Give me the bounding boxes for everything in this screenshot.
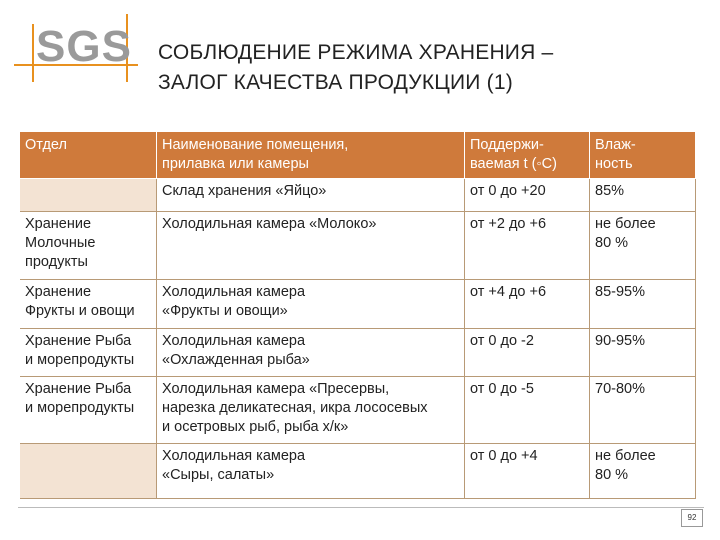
table-row — [20, 280, 695, 329]
title-line-2: ЗАЛОГ КАЧЕСТВА ПРОДУКЦИИ (1) — [158, 71, 513, 94]
table-row — [20, 377, 695, 444]
room-line: «Охлажденная рыба» — [162, 352, 310, 368]
cell-temperature: от 0 до +20 — [465, 179, 590, 212]
cell-department — [20, 444, 157, 499]
department-line: Молочные — [25, 235, 96, 251]
department-line: Фрукты и овощи — [25, 303, 135, 319]
cell-humidity — [590, 212, 696, 280]
room-line: Холодильная камера «Пресервы, — [162, 381, 390, 397]
cell-humidity — [590, 329, 696, 377]
logo-text: SGS — [36, 22, 132, 71]
cell-department — [20, 212, 157, 280]
page-number: 92 — [681, 509, 703, 527]
humidity-line: не более — [595, 216, 656, 232]
cell-humidity — [590, 377, 696, 444]
humidity-line: 85-95% — [595, 284, 645, 300]
humidity-line: 70-80% — [595, 381, 645, 397]
room-line: нарезка деликатесная, икра лососевых — [162, 400, 428, 416]
table-row — [20, 444, 695, 499]
table-row — [20, 179, 695, 212]
table-row — [20, 212, 695, 280]
humidity-line: 80 % — [595, 467, 629, 483]
sgs-logo — [14, 14, 140, 84]
humidity-line: 80 % — [595, 235, 629, 251]
cell-temperature: от 0 до +4 — [465, 444, 590, 499]
room-line: Склад хранения «Яйцо» — [162, 183, 327, 199]
storage-table — [20, 132, 682, 498]
cell-temperature: от +2 до +6 — [465, 212, 590, 280]
cell-department — [20, 377, 157, 444]
cell-department — [20, 179, 157, 212]
cell-room — [157, 280, 465, 329]
room-line: Холодильная камера — [162, 333, 306, 349]
header-temperature: Поддержи- ваемая t (◦С) — [465, 132, 590, 179]
room-line: Холодильная камера «Молоко» — [162, 216, 377, 232]
cell-room — [157, 212, 465, 280]
department-line: и морепродукты — [25, 352, 135, 368]
cell-humidity — [590, 179, 696, 212]
cell-humidity — [590, 280, 696, 329]
room-line: «Фрукты и овощи» — [162, 303, 288, 319]
cell-humidity — [590, 444, 696, 499]
cell-temperature: от 0 до -5 — [465, 377, 590, 444]
header-room: Наименование помещения, прилавка или камеры — [157, 132, 465, 179]
cell-room — [157, 329, 465, 377]
humidity-line: 90-95% — [595, 333, 645, 349]
table-row — [20, 329, 695, 377]
department-line: Хранение Рыба — [25, 381, 132, 397]
header-humidity: Влаж- ность — [590, 132, 696, 179]
room-line: Холодильная камера — [162, 448, 306, 464]
department-line: Хранение — [25, 216, 92, 232]
cell-temperature: от +4 до +6 — [465, 280, 590, 329]
cell-room — [157, 377, 465, 444]
department-line: продукты — [25, 254, 88, 270]
title-line-1: СОБЛЮДЕНИЕ РЕЖИМА ХРАНЕНИЯ – — [158, 41, 554, 64]
cell-room — [157, 179, 465, 212]
footer-divider — [18, 507, 704, 508]
department-line: Хранение Рыба — [25, 333, 132, 349]
humidity-line: не более — [595, 448, 656, 464]
page-title — [158, 38, 698, 98]
department-line: и морепродукты — [25, 400, 135, 416]
room-line: «Сыры, салаты» — [162, 467, 275, 483]
humidity-line: 85% — [595, 183, 625, 199]
header-department: Отдел — [20, 132, 157, 179]
cell-department — [20, 280, 157, 329]
cell-temperature: от 0 до -2 — [465, 329, 590, 377]
department-line: Хранение — [25, 284, 92, 300]
cell-department — [20, 329, 157, 377]
room-line: Холодильная камера — [162, 284, 306, 300]
cell-room — [157, 444, 465, 499]
room-line: и осетровых рыб, рыба х/к» — [162, 419, 349, 435]
table-header-row — [20, 132, 695, 179]
